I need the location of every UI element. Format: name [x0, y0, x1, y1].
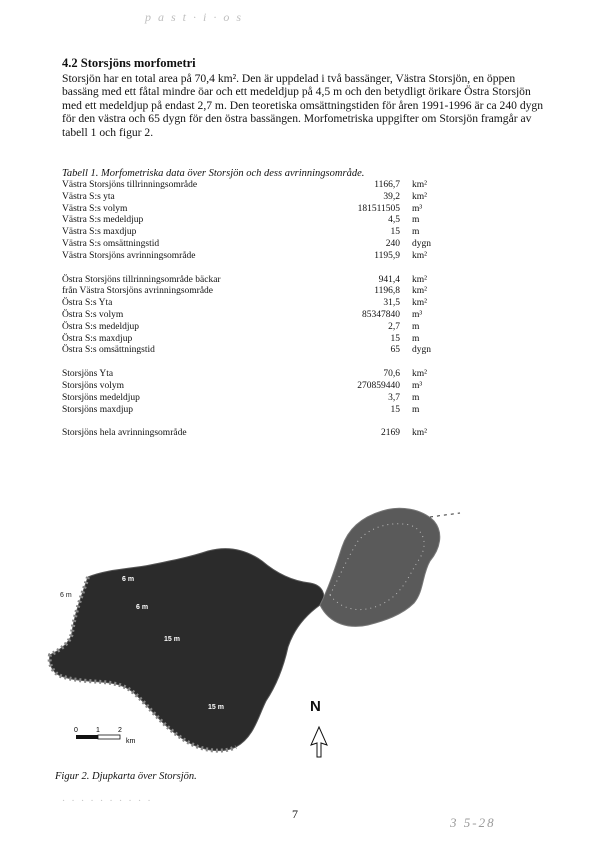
table-row — [62, 263, 462, 275]
table-cell-value: 1196,8 — [374, 286, 400, 297]
footer-scribble: · · · · · · · · · · — [62, 795, 153, 807]
table-cell-unit: m³ — [412, 203, 423, 214]
table-cell-label: Östra Storsjöns tillrinningsområde bäckar — [62, 274, 221, 285]
west-basin-shape — [50, 549, 324, 751]
depth-label: 15 m — [208, 704, 224, 711]
depth-map — [30, 465, 470, 765]
table-cell-value: 3,7 — [388, 392, 400, 403]
table-row — [62, 369, 462, 381]
table-row — [62, 310, 462, 322]
table-cell-unit — [400, 357, 462, 369]
table-cell-value: 15 — [390, 333, 400, 344]
table-cell-value: 15 — [390, 227, 400, 238]
table-cell-unit — [400, 416, 462, 428]
table-cell-value: 270859440 — [357, 380, 400, 391]
table-cell-unit: km² — [412, 286, 427, 297]
table-cell-value: 941,4 — [378, 274, 400, 285]
table-row — [62, 405, 462, 417]
table-caption: Tabell 1. Morfometriska data över Storsjön och dess avrinningsområde. — [62, 168, 365, 179]
table-cell-label: Västra S:s yta — [62, 191, 115, 202]
scale-label: 0 — [74, 727, 78, 734]
table-cell-label: från Västra Storsjöns avrinningsområde — [62, 286, 214, 297]
north-arm — [430, 513, 460, 517]
table-cell-unit: dygn — [412, 238, 431, 249]
table-row — [62, 286, 462, 298]
table-cell-unit: m — [412, 215, 420, 226]
depth-label: 6 m — [122, 576, 135, 583]
table-cell-label: Östra S:s Yta — [62, 298, 113, 309]
scale-label: km — [126, 738, 136, 745]
table-cell-unit: km² — [412, 180, 427, 190]
table-cell-value: 70,6 — [383, 369, 400, 380]
table-cell-value: 65 — [390, 345, 400, 356]
table-cell-value: 15 — [390, 404, 400, 415]
table-cell-value: 2,7 — [388, 321, 400, 332]
table-row — [62, 416, 462, 428]
corner-handwriting: 3 5-28 — [450, 815, 496, 830]
table-cell-value — [332, 263, 400, 275]
table-cell-value: 1166,7 — [374, 180, 400, 190]
table-cell-label: Storsjöns Yta — [62, 369, 114, 380]
body-paragraph: Storsjön har en total area på 70,4 km². Den är uppdelad i två bassänger, Västra Storsjön, en öppen bassäng med ett fåtal mindre öar och ett medeldjup på 4,5 m och den betydligt örikare Östra Storsjön med ett medeldjup på endast 2,7 m. Den teoretiska omsättningstiden för åren 1991-1996 är ca 240 dygn för den västra och 65 dygn för den östra bassängen. Morfometriska uppgifter om Storsjön framgår av tabell 1 och figur 2. — [62, 72, 544, 139]
table-row — [62, 215, 462, 227]
table-cell-value: 39,2 — [383, 191, 400, 202]
table-row — [62, 227, 462, 239]
table-cell-unit: m³ — [412, 309, 423, 320]
north-label: N — [310, 698, 321, 715]
table-cell-label: Östra S:s omsättningstid — [62, 345, 155, 356]
table-cell-value — [332, 357, 400, 369]
table-row — [62, 345, 462, 357]
table-cell-value: 181511505 — [357, 203, 400, 214]
north-arrow-icon — [310, 698, 327, 757]
table-cell-label: Storsjöns volym — [62, 380, 125, 391]
table-cell-label: Storsjöns hela avrinningsområde — [62, 428, 187, 439]
table-cell-label: Västra Storsjöns tillrinningsområde — [62, 180, 198, 190]
table-cell-label: Östra S:s maxdjup — [62, 333, 133, 344]
table-cell-label: Västra Storsjöns avrinningsområde — [62, 250, 196, 261]
table-cell-unit: km² — [412, 298, 427, 309]
table-cell-label — [62, 263, 332, 275]
table-cell-unit: m — [412, 404, 420, 415]
table-cell-value — [332, 416, 400, 428]
table-row — [62, 204, 462, 216]
table-cell-unit: m — [412, 321, 420, 332]
table-cell-unit: m — [412, 392, 420, 403]
table-cell-value: 1195,9 — [374, 250, 400, 261]
figure-caption: Figur 2. Djupkarta över Storsjön. — [55, 771, 197, 782]
table-cell-unit: m — [412, 227, 420, 238]
table-row — [62, 275, 462, 287]
table-cell-label: Östra S:s volym — [62, 309, 124, 320]
table-cell-label: Storsjöns medeldjup — [62, 392, 140, 403]
east-basin-shape — [320, 508, 440, 626]
table-cell-unit: m³ — [412, 380, 423, 391]
table-cell-unit: km² — [412, 428, 427, 439]
scale-bar — [74, 727, 136, 745]
table-row — [62, 393, 462, 405]
scale-label: 2 — [118, 727, 122, 734]
table-cell-unit — [400, 263, 462, 275]
table-row — [62, 239, 462, 251]
table-cell-value: 4,5 — [388, 215, 400, 226]
scale-label: 1 — [96, 727, 100, 734]
table-cell-unit: km² — [412, 369, 427, 380]
table-cell-label — [62, 416, 332, 428]
table-row — [62, 357, 462, 369]
table-cell-label: Östra S:s medeldjup — [62, 321, 140, 332]
table-cell-label — [62, 357, 332, 369]
table-row — [62, 322, 462, 334]
table-row — [62, 381, 462, 393]
table-row — [62, 298, 462, 310]
table-cell-unit: dygn — [412, 345, 431, 356]
table-cell-value: 240 — [385, 238, 400, 249]
table-cell-value: 31,5 — [383, 298, 400, 309]
table-cell-unit: km² — [412, 274, 427, 285]
morphometry-table — [62, 180, 462, 440]
table-row — [62, 334, 462, 346]
depth-label: 6 m — [60, 592, 72, 599]
table-cell-value: 85347840 — [362, 309, 400, 320]
table-row — [62, 180, 462, 192]
table-cell-value: 2169 — [381, 428, 400, 439]
section-title: 4.2 Storsjöns morfometri — [62, 56, 196, 70]
table-row — [62, 251, 462, 263]
depth-label: 6 m — [136, 604, 149, 611]
table-row — [62, 192, 462, 204]
header-scribble: p a s t · i · o s — [145, 10, 244, 24]
table-cell-unit: m — [412, 333, 420, 344]
table-cell-unit: km² — [412, 250, 427, 261]
table-cell-label: Västra S:s maxdjup — [62, 227, 137, 238]
table-cell-label: Västra S:s omsättningstid — [62, 238, 160, 249]
table-cell-label: Västra S:s volym — [62, 203, 128, 214]
page-number: 7 — [292, 807, 298, 821]
table-cell-unit: km² — [412, 191, 427, 202]
table-cell-label: Västra S:s medeldjup — [62, 215, 144, 226]
table-row — [62, 428, 462, 440]
depth-label: 15 m — [164, 636, 180, 643]
table-cell-label: Storsjöns maxdjup — [62, 404, 133, 415]
